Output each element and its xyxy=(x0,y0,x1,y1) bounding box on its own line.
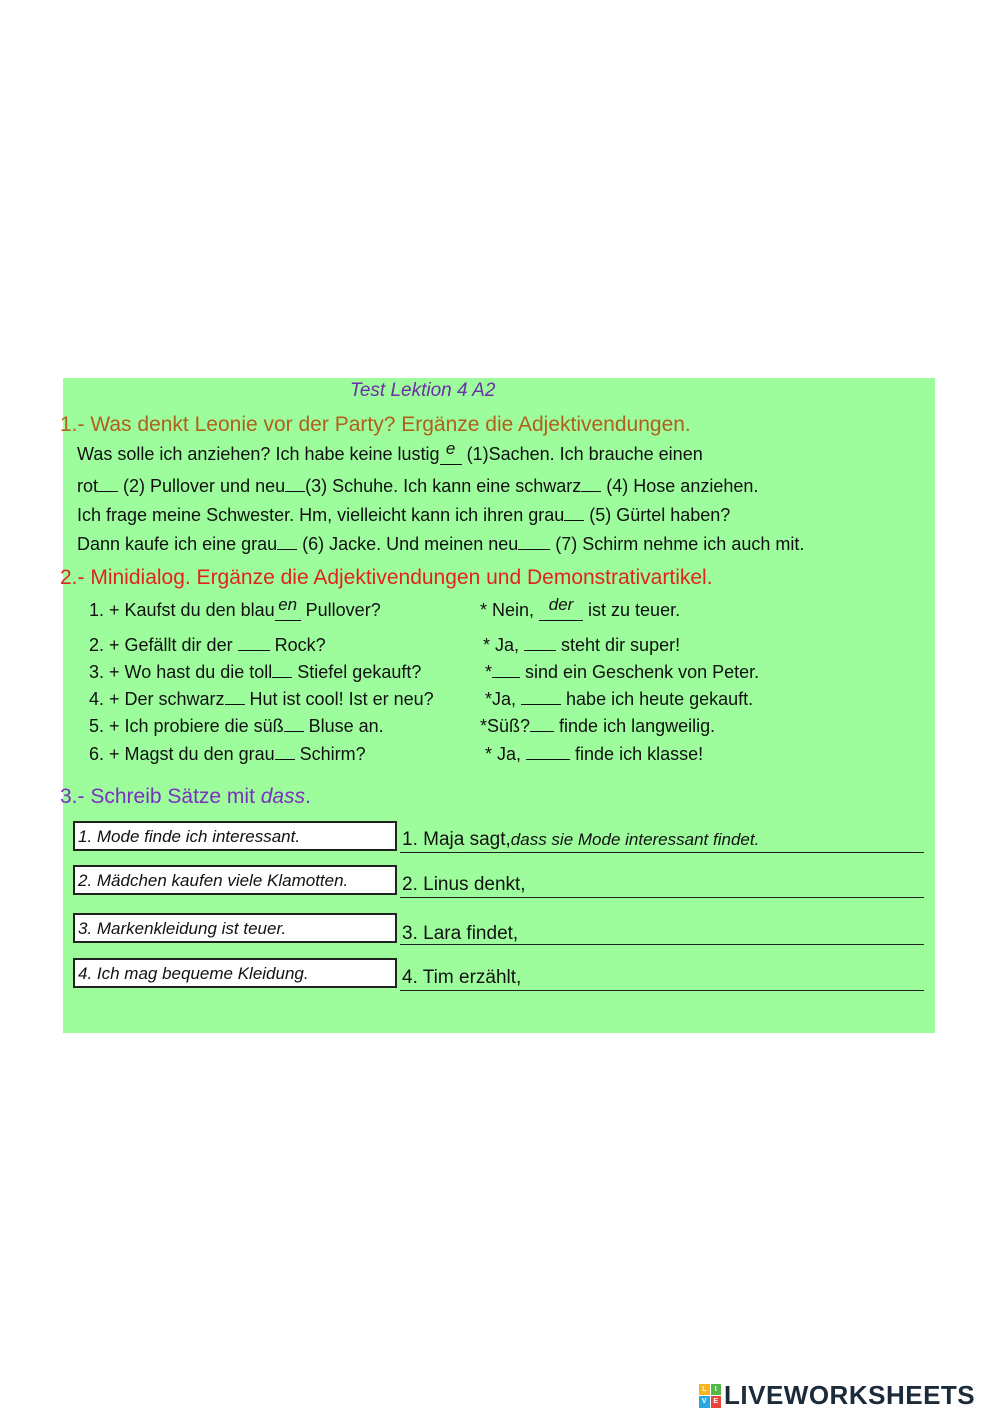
dialog-2-question: 2. + Gefällt dir der Rock? xyxy=(89,630,326,656)
answer-row-2: 2. Linus denkt, xyxy=(402,874,526,895)
answer-line-2[interactable] xyxy=(400,897,924,898)
dialog-5-answer: *Süß? finde ich langweilig. xyxy=(480,711,715,737)
answer-field-1[interactable]: e xyxy=(440,444,462,465)
dialog-3-ending-field[interactable] xyxy=(272,657,292,678)
section2-heading: 2.- Minidialog. Ergänze die Adjektivendungen und Demonstrativartikel. xyxy=(60,566,713,589)
dialog-1-ending-field[interactable]: en xyxy=(275,600,301,621)
dialog-3-article-field[interactable] xyxy=(492,657,520,678)
section1-heading: 1.- Was denkt Leonie vor der Party? Ergänze die Adjektivendungen. xyxy=(60,413,691,436)
dialog-4-question: 4. + Der schwarz Hut ist cool! Ist er neu? xyxy=(89,684,434,710)
dialog-5-ending-field[interactable] xyxy=(284,711,304,732)
answer-field-7[interactable] xyxy=(518,529,550,550)
dialog-2-answer: * Ja, steht dir super! xyxy=(483,630,680,656)
answer-row-3: 3. Lara findet, xyxy=(402,923,519,944)
answer-field-2[interactable] xyxy=(98,471,118,492)
worksheet-title: Test Lektion 4 A2 xyxy=(350,380,496,401)
dialog-3-answer: * sind ein Geschenk von Peter. xyxy=(485,657,759,683)
dialog-4-article-field[interactable] xyxy=(521,684,561,705)
prompt-box-1: 1. Mode finde ich interessant. xyxy=(73,821,397,851)
dialog-6-answer: * Ja, finde ich klasse! xyxy=(485,739,703,765)
dialog-4-answer: *Ja, habe ich heute gekauft. xyxy=(485,684,753,710)
dialog-4-ending-field[interactable] xyxy=(225,684,245,705)
section1-line2: rot (2) Pullover und neu (3) Schuhe. Ich kann eine schwarz (4) Hose anziehen. xyxy=(77,471,758,497)
dialog-6-article-field[interactable] xyxy=(526,739,570,760)
answer-row-1: 1. Maja sagt,dass sie Mode interessant findet. xyxy=(402,829,760,850)
answer-field-3[interactable] xyxy=(285,471,305,492)
section1-line3: Ich frage meine Schwester. Hm, vielleicht kann ich ihren grau (5) Gürtel haben? xyxy=(77,500,730,526)
logo-mark-icon: L I V E xyxy=(699,1384,721,1408)
section1-line4: Dann kaufe ich eine grau (6) Jacke. Und meinen neu (7) Schirm nehme ich auch mit. xyxy=(77,529,804,555)
dialog-3-question: 3. + Wo hast du die toll Stiefel gekauft? xyxy=(89,657,421,683)
liveworksheets-logo[interactable] xyxy=(699,1380,975,1411)
answer-field-6[interactable] xyxy=(277,529,297,550)
answer-field-5[interactable] xyxy=(564,500,584,521)
dialog-6-ending-field[interactable] xyxy=(275,739,295,760)
dialog-5-article-field[interactable] xyxy=(530,711,554,732)
answer-field-4[interactable] xyxy=(581,471,601,492)
section3-heading: 3.- Schreib Sätze mit dass. xyxy=(60,785,311,808)
answer-row-1-text: dass sie Mode interessant findet. xyxy=(510,830,760,849)
dialog-1-question: 1. + Kaufst du den blau en Pullover? xyxy=(89,595,381,620)
dialog-6-question: 6. + Magst du den grau Schirm? xyxy=(89,739,366,765)
prompt-box-4: 4. Ich mag bequeme Kleidung. xyxy=(73,958,397,988)
dialog-2-ending-field[interactable] xyxy=(238,630,270,651)
answer-line-4[interactable] xyxy=(400,990,924,991)
dialog-1-answer: * Nein, der ist zu teuer. xyxy=(480,595,681,620)
answer-line-1[interactable] xyxy=(400,852,924,853)
dialog-5-question: 5. + Ich probiere die süß Bluse an. xyxy=(89,711,384,737)
prompt-box-3: 3. Markenkleidung ist teuer. xyxy=(73,913,397,943)
answer-line-3[interactable] xyxy=(400,944,924,945)
section1-line1: Was solle ich anziehen? Ich habe keine lustig e (1)Sachen. Ich brauche einen xyxy=(77,439,703,464)
dialog-2-article-field[interactable] xyxy=(524,630,556,651)
prompt-box-2: 2. Mädchen kaufen viele Klamotten. xyxy=(73,865,397,895)
answer-row-4: 4. Tim erzählt, xyxy=(402,967,522,988)
logo-text: LIVEWORKSHEETS xyxy=(724,1380,976,1410)
dialog-1-article-field[interactable]: der xyxy=(539,600,583,621)
